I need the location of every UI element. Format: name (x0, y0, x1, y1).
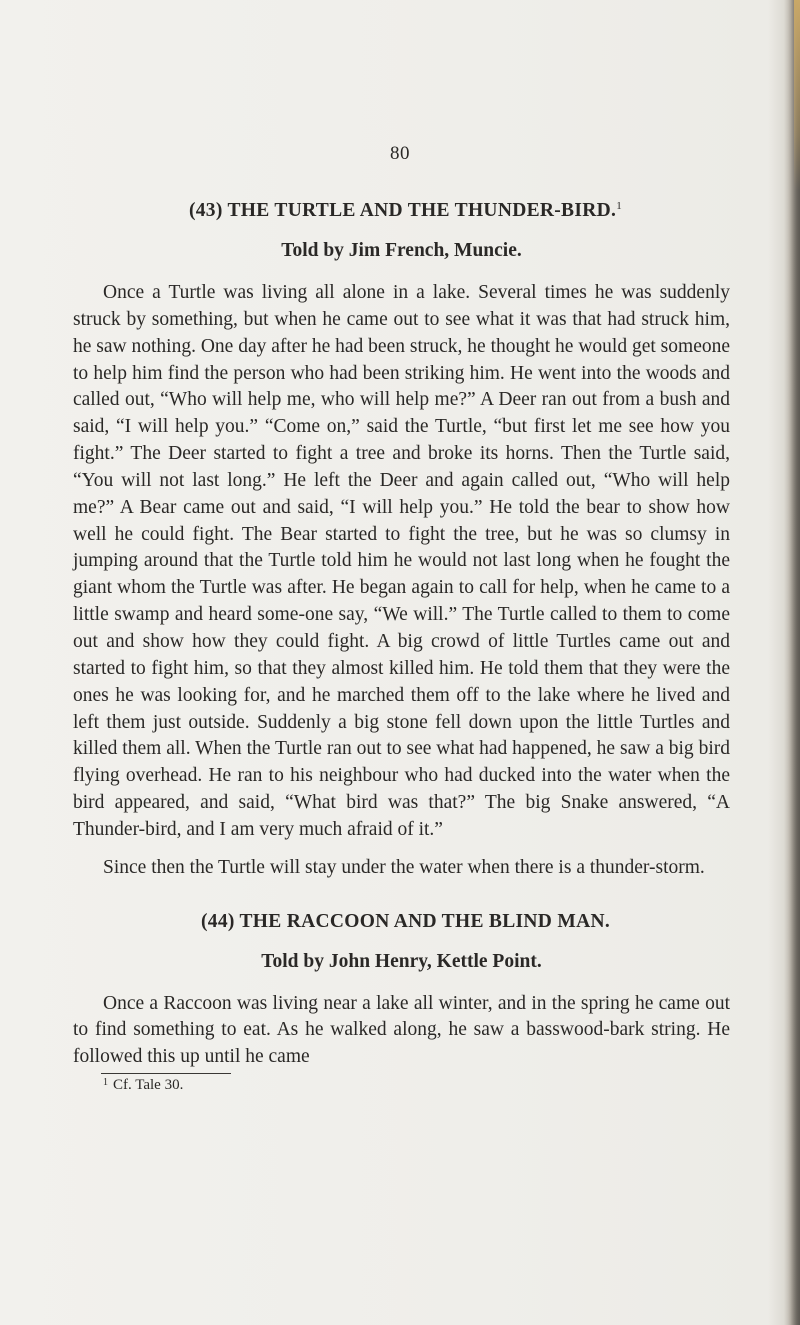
story-title-44: (44) THE RACCOON AND THE BLIND MAN. (200, 910, 611, 932)
page-content (73, 197, 730, 1096)
page-edge-shadow (784, 0, 800, 1325)
footnote-marker: 1 (616, 200, 623, 212)
story-teller-43: Told by Jim French, Muncie. (281, 240, 522, 261)
footnote-text: Cf. Tale 30. (113, 1077, 184, 1094)
story-paragraph: Since then the Turtle will stay under the water when there is a thunder-storm. (103, 856, 705, 878)
page-number: 80 (390, 143, 410, 164)
story-title-text: (43) THE TURTLE AND THE THUNDER-BIRD. (188, 200, 617, 221)
story-title-43 (73, 197, 730, 224)
footnote (103, 1074, 730, 1096)
story-paragraph: Once a Turtle was living all alone in a lake. Several times he was suddenly struck by something, but when he came out to see what it was that had struck him, he saw nothing. One day after he had been struck, he thought he would get someone to help him find the person who had been striking him. He went into the woods and called out, “Who will help me, who will help me?” A Deer ran out from a bush and said, “I will help you.” “Come on,” said the Turtle, “but first let me see how you fight.” The Deer started to fight a tree and broke its horns. Then the Turtle said, “You will not last long.” He left the Deer and again called out, “Who will help me?” A Bear came out and said, “I will help you.” He told the bear to show how well he could fight. The Bear started to fight the tree, but he was so clumsy in jumping around that the Turtle told him he would not last long when he fought the giant whom the Turtle was after. He began again to call for help, when he came to a little swamp and heard some-one say, “We will.” The Turtle called to them to come out and show how they could fight. A big crowd of little Turtles came out and started to fight him, so that they almost killed him. He told them that they were the ones he was looking for, and he marched them off to the lake where he lived and left them just outside. Suddenly a big stone fell down upon the little Turtles and killed them all. When the Turtle ran out to see what had happened, he saw a big bird flying overhead. He ran to his neighbour who had ducked into the water when the bird appeared, and said, “What bird was that?” The big Snake answered, “A Thunder-bird, and I am very much afraid of it.” (73, 282, 730, 840)
story-paragraph: Once a Raccoon was living near a lake all winter, and in the spring he came out to find something to eat. As he walked along, he saw a basswood-bark string. He followed this up until he came (73, 992, 730, 1068)
footnote-number: 1 (103, 1077, 108, 1089)
story-teller-44: Told by John Henry, Kettle Point. (261, 950, 542, 972)
